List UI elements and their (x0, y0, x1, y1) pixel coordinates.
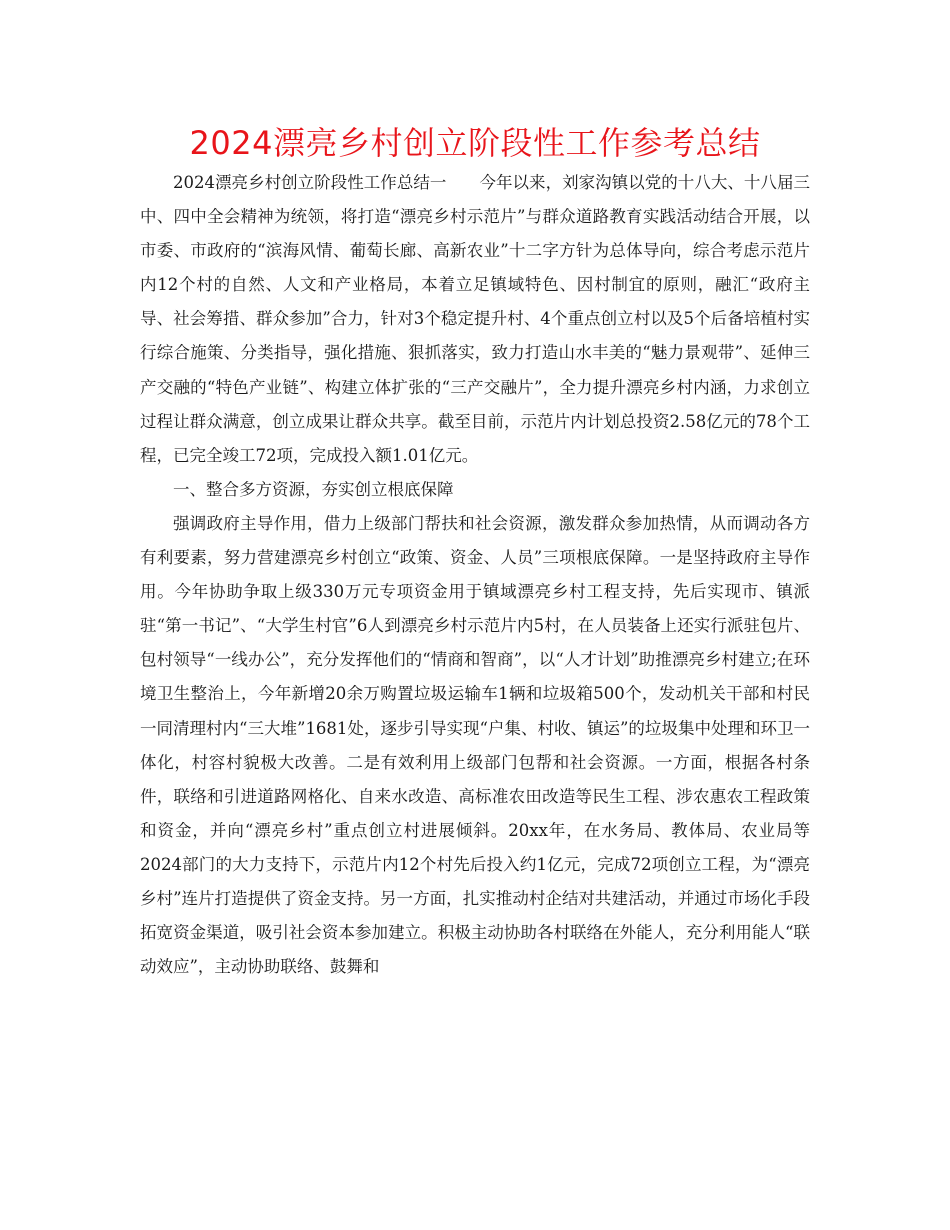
section-heading-1: 一、整合多方资源，夯实创立根底保障 (173, 479, 454, 499)
paragraph-section-1: 强调政府主导作用，借力上级部门帮扶和社会资源，激发群众参加热情，从而调动各方有利要素，努力营建漂亮乡村创立“政策、资金、人员”三项根底保障。一是坚持政府主导作用。今年协助争取上级330万元专项资金用于镇域漂亮乡村工程支持，先后实现市、镇派驻“第一书记”、“大学生村官”6人到漂亮乡村示范片内5村，在人员装备上还实行派驻包片、包村领导“一线办公”，充分发挥他们的“情商和智商”，以“人才计划”助推漂亮乡村建立;在环境卫生整治上，今年新增20余万购置垃圾运输车1辆和垃圾箱500个，发动机关干部和村民一同清理村内“三大堆”1681处，逐步引导实现“户集、村收、镇运”的垃圾集中处理和环卫一体化，村容村貌极大改善。二是有效利用上级部门包帮和社会资源。一方面，根据各村条件，联络和引进道路网格化、自来水改造、高标准农田改造等民生工程、涉农惠农工程政策和资金，并向“漂亮乡村”重点创立村进展倾斜。20xx年，在水务局、教体局、农业局等2024部门的大力支持下，示范片内12个村先后投入约1亿元，完成72项创立工程，为“漂亮乡村”连片打造提供了资金支持。另一方面，扎实推动村企结对共建活动，并通过市场化手段拓宽资金渠道，吸引社会资本参加建立。积极主动协助各村联络在外能人，充分利用能人“联动效应”，主动协助联络、鼓舞和 (140, 513, 810, 977)
document-title: 2024漂亮乡村创立阶段性工作参考总结 (189, 124, 761, 162)
document-body (140, 166, 810, 984)
paragraph-intro: 2024漂亮乡村创立阶段性工作总结一 今年以来，刘家沟镇以党的十八大、十八届三中、四中全会精神为统领，将打造“漂亮乡村示范片”与群众道路教育实践活动结合开展，以市委、市政府的“滨海风情、葡萄长廊、高新农业”十二字方针为总体导向，综合考虑示范片内12个村的自然、人文和产业格局，本着立足镇域特色、因村制宜的原则，融汇“政府主导、社会筹措、群众参加”合力，针对3个稳定提升村、4个重点创立村以及5个后备培植村实行综合施策、分类指导，强化措施、狠抓落实，致力打造山水丰美的“魅力景观带”、延伸三产交融的“特色产业链”、构建立体扩张的“三产交融片”，全力提升漂亮乡村内涵，力求创立过程让群众满意，创立成果让群众共享。截至目前，示范片内计划总投资2.58亿元的78个工程，已完全竣工72项，完成投入额1.01亿元。 (140, 173, 810, 465)
